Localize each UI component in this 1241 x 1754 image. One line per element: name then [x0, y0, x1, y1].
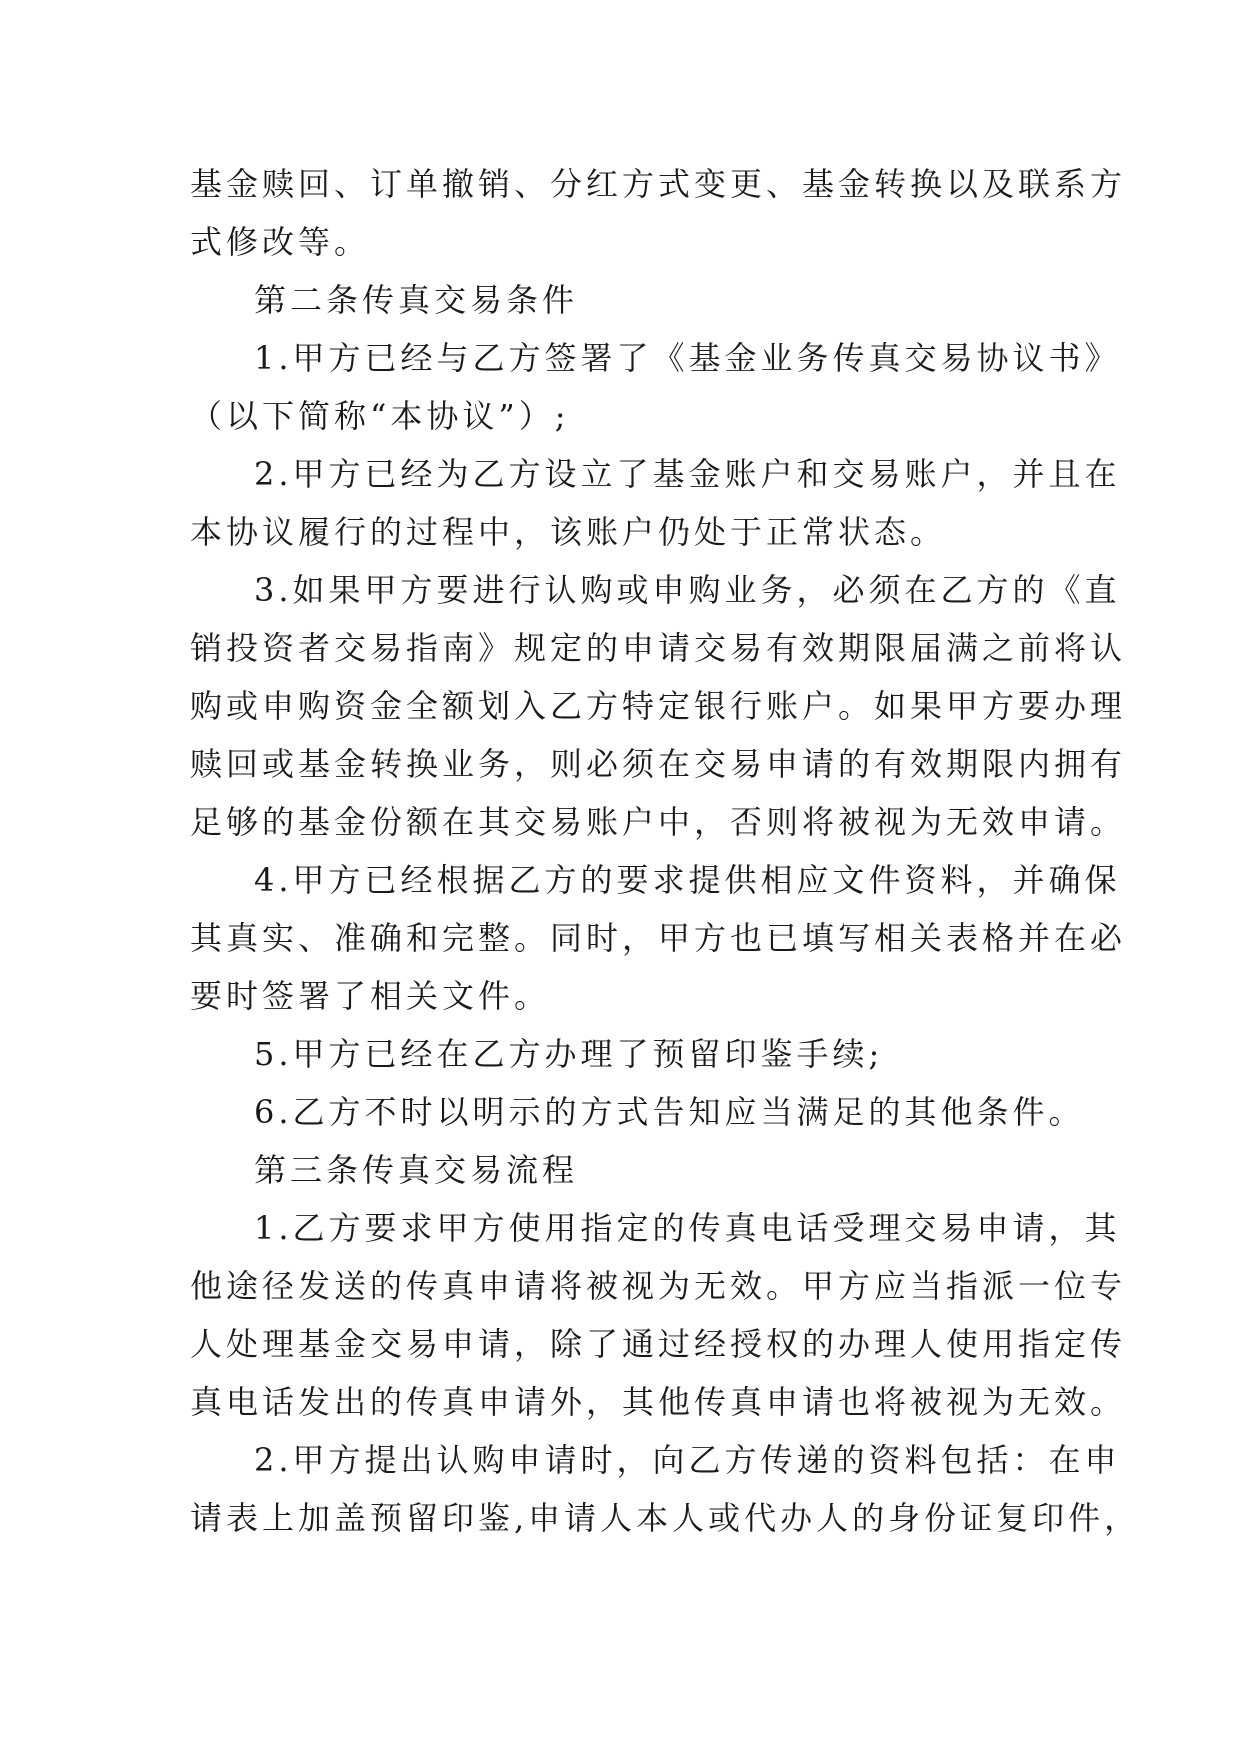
body-line: 式修改等。: [190, 223, 371, 261]
body-line: 真电话发出的传真申请外，其他传真申请也将被视为无效。: [190, 1383, 1127, 1421]
body-line: 其真实、准确和完整。同时，甲方也已填写相关表格并在必: [190, 919, 1127, 957]
body-line: （以下简称“本协议”）;: [190, 397, 570, 435]
body-line: 请表上加盖预留印鉴,申请人本人或代办人的身份证复印件，: [190, 1499, 1141, 1537]
body-line: 3.如果甲方要进行认购或申购业务，必须在乙方的《直: [254, 571, 1121, 609]
body-line: 要时签署了相关文件。: [190, 977, 551, 1015]
body-line: 1.乙方要求甲方使用指定的传真电话受理交易申请，其: [254, 1209, 1121, 1247]
body-line: 购或申购资金全额划入乙方特定银行账户。如果甲方要办理: [190, 687, 1127, 725]
body-line: 4.甲方已经根据乙方的要求提供相应文件资料，并确保: [254, 861, 1121, 899]
body-line: 人处理基金交易申请，除了通过经授权的办理人使用指定传: [190, 1325, 1127, 1363]
body-line: 本协议履行的过程中，该账户仍处于正常状态。: [190, 513, 947, 551]
body-line: 赎回或基金转换业务，则必须在交易申请的有效期限内拥有: [190, 745, 1127, 783]
body-line: 6.乙方不时以明示的方式告知应当满足的其他条件。: [254, 1093, 1085, 1131]
section-heading: 第二条传真交易条件: [254, 281, 579, 319]
body-line: 基金赎回、订单撤销、分红方式变更、基金转换以及联系方: [190, 165, 1127, 203]
section-heading: 第三条传真交易流程: [254, 1151, 579, 1189]
body-line: 足够的基金份额在其交易账户中，否则将被视为无效申请。: [190, 803, 1127, 841]
body-line: 2.甲方已经为乙方设立了基金账户和交易账户，并且在: [254, 455, 1121, 493]
body-line: 1.甲方已经与乙方签署了《基金业务传真交易协议书》: [254, 339, 1121, 377]
body-line: 他途径发送的传真申请将被视为无效。甲方应当指派一位专: [190, 1267, 1127, 1305]
document-body: [190, 155, 1141, 1547]
body-line: 5.甲方已经在乙方办理了预留印鉴手续;: [254, 1035, 884, 1073]
body-line: 销投资者交易指南》规定的申请交易有效期限届满之前将认: [190, 629, 1127, 667]
body-line: 2.甲方提出认购申请时，向乙方传递的资料包括：在申: [254, 1441, 1121, 1479]
